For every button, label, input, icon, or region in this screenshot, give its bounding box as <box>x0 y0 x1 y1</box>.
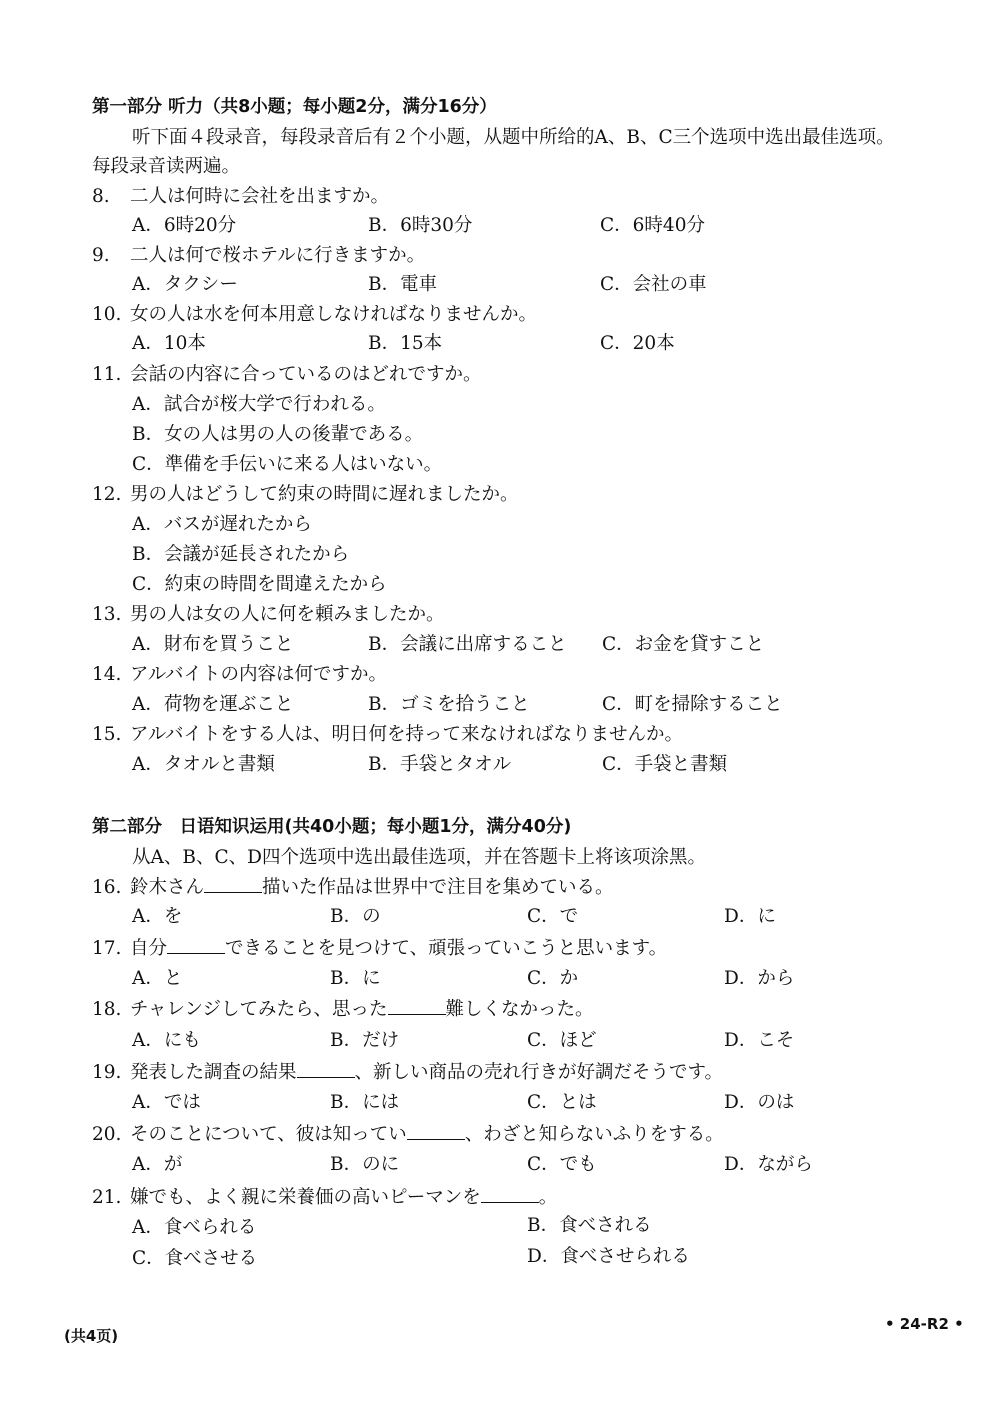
option-17a: A．と <box>132 968 183 989</box>
question-number: 13. <box>92 604 122 625</box>
answer-blank <box>388 996 446 1015</box>
option-8a: A．6時20分 <box>132 215 237 236</box>
answer-blank <box>204 874 262 893</box>
question-8 <box>92 184 389 210</box>
answer-blank <box>481 1184 539 1203</box>
question-15 <box>92 722 683 748</box>
question-number: 19. <box>92 1062 122 1083</box>
question-number: 11. <box>92 364 122 385</box>
option-13a: A．財布を買うこと <box>132 634 294 655</box>
option-12a: A．バスが遅れたから <box>132 514 312 535</box>
option-16b: B．の <box>330 906 381 927</box>
option-11c: C．準備を手伝いに来る人はいない。 <box>132 454 443 475</box>
question-20 <box>92 1121 724 1148</box>
question-text: 女の人は水を何本用意しなければなりませんか。 <box>130 304 538 325</box>
option-19a: A．では <box>132 1092 201 1113</box>
question-number: 20. <box>92 1124 122 1145</box>
question-text-before: 鈴木さん <box>130 877 205 898</box>
question-text-after: 。 <box>538 1187 558 1208</box>
part1-instruction-1: 听下面４段录音，每段录音后有２个小题，从题中所给的A、B、C三个选项中选出最佳选项。 <box>132 127 895 148</box>
question-text: アルバイトをする人は、明日何を持って来なければなりませんか。 <box>130 724 683 745</box>
option-19b: B．には <box>330 1092 400 1113</box>
option-12c: C．約束の時間を間違えたから <box>132 574 387 595</box>
question-text-after: 、わざと知らないふりをする。 <box>464 1124 724 1145</box>
option-10c: C．20本 <box>600 333 675 354</box>
question-text: 二人は何で桜ホテルに行きますか。 <box>130 245 426 266</box>
question-number: 16. <box>92 877 122 898</box>
option-15c: C．手袋と書類 <box>602 754 728 775</box>
option-10a: A．10本 <box>132 333 206 354</box>
question-number: 14. <box>92 664 122 685</box>
part1-title: 第一部分 听力（共8小题；每小题2分，满分16分） <box>92 97 497 117</box>
option-9c: C．会社の車 <box>600 274 707 295</box>
option-18d: D．こそ <box>724 1030 795 1051</box>
page-count: (共4页) <box>64 1327 119 1345</box>
question-number: 21. <box>92 1187 122 1208</box>
question-12 <box>92 482 519 508</box>
option-14c: C．町を掃除すること <box>602 694 783 715</box>
part2-title: 第二部分 日语知识运用(共40小题；每小题1分，满分40分) <box>92 817 572 837</box>
question-text: アルバイトの内容は何ですか。 <box>130 664 387 685</box>
option-20c: C．でも <box>527 1154 597 1175</box>
question-17 <box>92 935 667 962</box>
option-20a: A．が <box>132 1154 183 1175</box>
question-number: 9. <box>92 245 110 266</box>
question-text-before: 自分 <box>130 938 168 959</box>
option-12b: B．会議が延長されたから <box>132 544 350 565</box>
question-text-before: そのことについて、彼は知ってい <box>130 1124 407 1145</box>
question-number: 18. <box>92 999 122 1020</box>
option-13b: B．会議に出席すること <box>368 634 567 655</box>
option-18b: B．だけ <box>330 1030 400 1051</box>
option-11b: B．女の人は男の人の後輩である。 <box>132 424 424 445</box>
option-21c: C．食べさせる <box>132 1248 258 1269</box>
question-text: 男の人は女の人に何を頼みましたか。 <box>130 604 445 625</box>
option-9a: A．タクシー <box>132 274 238 295</box>
question-text-before: チャレンジしてみたら、思った <box>130 999 388 1020</box>
question-text-before: 発表した調査の結果 <box>130 1062 297 1083</box>
part1-instruction-2: 每段录音读两遍。 <box>92 156 241 177</box>
option-21d: D．食べさせられる <box>527 1246 690 1267</box>
question-9 <box>92 243 425 269</box>
part2-instruction: 从A、B、C、D四个选项中选出最佳选项，并在答题卡上将该项涂黑。 <box>132 847 706 868</box>
question-10 <box>92 302 537 328</box>
question-18 <box>92 996 594 1023</box>
option-13c: C．お金を貸すこと <box>602 634 765 655</box>
option-17c: C．か <box>527 968 579 989</box>
question-text: 二人は何時に会社を出ますか。 <box>130 186 390 207</box>
question-14 <box>92 662 387 688</box>
option-9b: B．電車 <box>368 274 438 295</box>
question-text-after: できることを見つけて、頑張っていこうと思います。 <box>225 938 668 959</box>
option-16a: A．を <box>132 906 183 927</box>
question-text: 会話の内容に合っているのはどれですか。 <box>130 364 482 385</box>
option-19d: D．のは <box>724 1092 795 1113</box>
question-text-before: 嫌でも、よく親に栄養価の高いピーマンを <box>130 1187 481 1208</box>
option-8b: B．6時30分 <box>368 215 473 236</box>
answer-blank <box>167 935 225 954</box>
option-15b: B．手袋とタオル <box>368 754 512 775</box>
option-16c: C．で <box>527 906 579 927</box>
question-number: 15. <box>92 724 122 745</box>
question-number: 10. <box>92 304 122 325</box>
option-21a: A．食べられる <box>132 1217 257 1238</box>
page-code: • 24-R2 • <box>885 1315 964 1333</box>
answer-blank <box>407 1121 465 1140</box>
question-11 <box>92 362 482 388</box>
option-16d: D．に <box>724 906 776 927</box>
question-number: 8. <box>92 186 110 207</box>
option-14b: B．ゴミを拾うこと <box>368 694 530 715</box>
option-14a: A．荷物を運ぶこと <box>132 694 294 715</box>
option-21b: B．食べされる <box>527 1215 652 1236</box>
option-17b: B．に <box>330 968 381 989</box>
option-17d: D．から <box>724 968 795 989</box>
answer-blank <box>297 1059 355 1078</box>
question-number: 12. <box>92 484 122 505</box>
option-18a: A．にも <box>132 1030 201 1051</box>
question-21 <box>92 1184 557 1211</box>
question-19 <box>92 1059 723 1086</box>
option-11a: A．試合が桜大学で行われる。 <box>132 394 386 415</box>
option-10b: B．15本 <box>368 333 443 354</box>
option-18c: C．ほど <box>527 1030 597 1051</box>
question-16 <box>92 874 614 901</box>
option-20b: B．のに <box>330 1154 400 1175</box>
question-number: 17. <box>92 938 122 959</box>
question-text: 男の人はどうして約束の時間に遅れましたか。 <box>130 484 519 505</box>
question-13 <box>92 602 445 628</box>
question-text-after: 描いた作品は世界中で注目を集めている。 <box>262 877 614 898</box>
question-text-after: 難しくなかった。 <box>445 999 594 1020</box>
option-19c: C．とは <box>527 1092 597 1113</box>
question-text-after: 、新しい商品の売れ行きが好調だそうです。 <box>354 1062 724 1083</box>
option-15a: A．タオルと書類 <box>132 754 275 775</box>
option-20d: D．ながら <box>724 1154 813 1175</box>
option-8c: C．6時40分 <box>600 215 705 236</box>
